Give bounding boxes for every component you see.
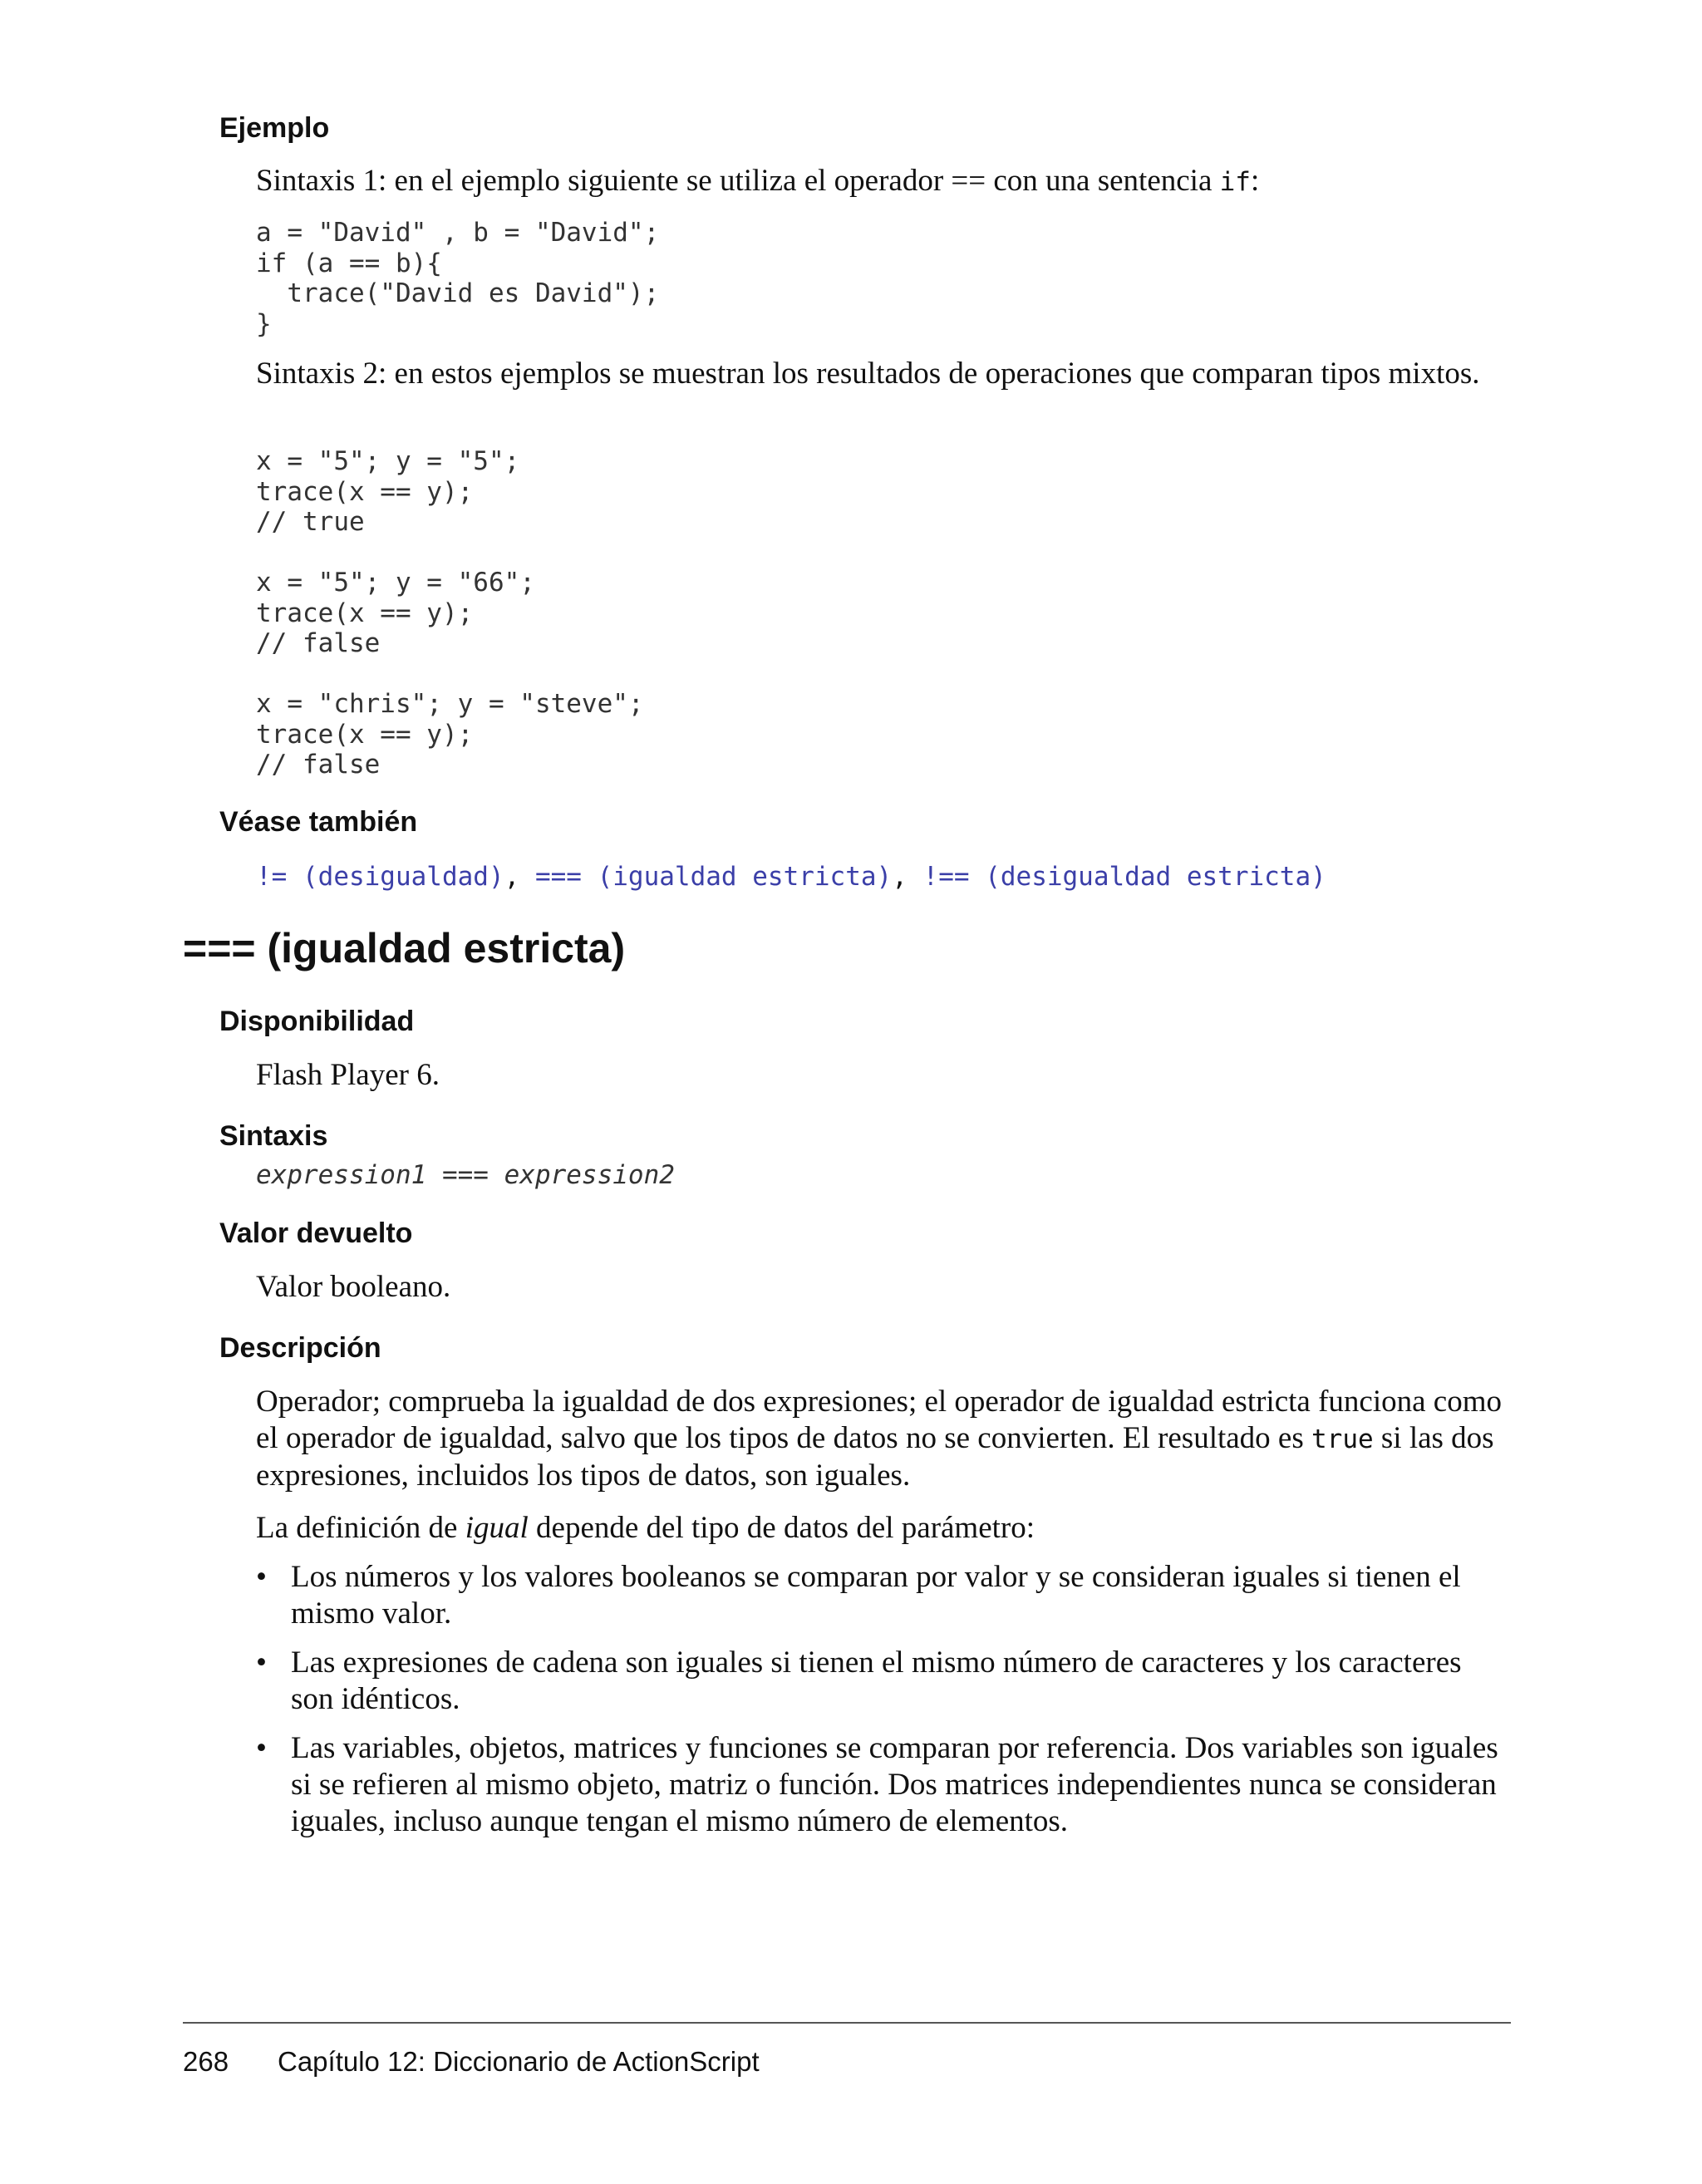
- igual-italic: igual: [465, 1511, 529, 1545]
- list-item-text: Las expresiones de cadena son iguales si tienen el mismo número de caracteres y los caracteres son idénticos.: [291, 1645, 1462, 1716]
- description-heading: Descripción: [219, 1332, 381, 1364]
- syntax1-paragraph: [256, 163, 1503, 200]
- availability-heading: Disponibilidad: [219, 1006, 415, 1037]
- description-p2-text-end: depende del tipo de datos del parámetro:: [528, 1511, 1035, 1545]
- description-p2-text: La definición de: [256, 1511, 465, 1545]
- example-heading: Ejemplo: [219, 112, 330, 144]
- list-item: [256, 1645, 1503, 1718]
- link-desigualdad-estricta[interactable]: !== (desigualdad estricta): [922, 862, 1326, 892]
- availability-text: Flash Player 6.: [256, 1058, 440, 1092]
- true-inline-code: true: [1311, 1424, 1374, 1454]
- code-example-2: x = "5"; y = "5"; trace(x == y); // true x = "5"; y = "66"; trace(x == y); // false x = "chris"; y = "steve"; trace(x == y); // false: [256, 446, 644, 780]
- syntax-code: expression1 === expression2: [256, 1160, 675, 1190]
- link-separator: ,: [892, 862, 923, 892]
- page-number: 268: [183, 2046, 229, 2077]
- return-value-text: Valor booleano.: [256, 1270, 451, 1304]
- chapter-title: Capítulo 12: Diccionario de ActionScript: [278, 2046, 760, 2077]
- description-p1-text-end: si las dos expresiones, incluidos los tipos de datos, son iguales.: [256, 1421, 1494, 1493]
- link-igualdad-estricta[interactable]: === (igualdad estricta): [534, 862, 893, 892]
- link-separator: ,: [504, 862, 535, 892]
- bullet-icon: •: [256, 1731, 267, 1765]
- description-p1-text: Operador; comprueba la igualdad de dos expresiones; el operador de igualdad estricta funciona como el operador de igualdad, salvo que los tipos de datos no se convierten. El resultado es: [256, 1385, 1502, 1455]
- syntax-heading: Sintaxis: [219, 1120, 328, 1152]
- syntax1-inline-code: if: [1219, 167, 1251, 197]
- return-value-heading: Valor devuelto: [219, 1217, 413, 1249]
- description-paragraph-1: [256, 1384, 1503, 1494]
- syntax1-end: :: [1250, 164, 1260, 198]
- list-item: [256, 1559, 1503, 1632]
- syntax2-paragraph: Sintaxis 2: en estos ejemplos se muestran los resultados de operaciones que comparan tipos mixtos.: [256, 357, 1480, 391]
- description-paragraph-2: [256, 1510, 1503, 1547]
- bullet-icon: •: [256, 1645, 267, 1680]
- list-item: [256, 1730, 1503, 1840]
- bullet-icon: •: [256, 1560, 267, 1594]
- see-also-heading: Véase también: [219, 806, 418, 838]
- code-example-1: a = "David" , b = "David"; if (a == b){ trace("David es David"); }: [256, 218, 660, 339]
- definition-list: [256, 1559, 1503, 1852]
- link-desigualdad[interactable]: != (desigualdad): [256, 862, 504, 892]
- list-item-text: Los números y los valores booleanos se comparan por valor y se consideran iguales si tienen el mismo valor.: [291, 1560, 1461, 1631]
- list-item-text: Las variables, objetos, matrices y funciones se comparan por referencia. Dos variables son iguales si se refieren al mismo objeto, matriz o función. Dos matrices independientes nunca se consideran iguales, incluso aunque tengan el mismo número de elementos.: [291, 1731, 1498, 1838]
- see-also-links: [256, 862, 1326, 892]
- syntax1-text: Sintaxis 1: en el ejemplo siguiente se utiliza el operador == con una sentencia: [256, 164, 1220, 198]
- section-title: === (igualdad estricta): [183, 925, 626, 971]
- footer-divider: [183, 2022, 1511, 2024]
